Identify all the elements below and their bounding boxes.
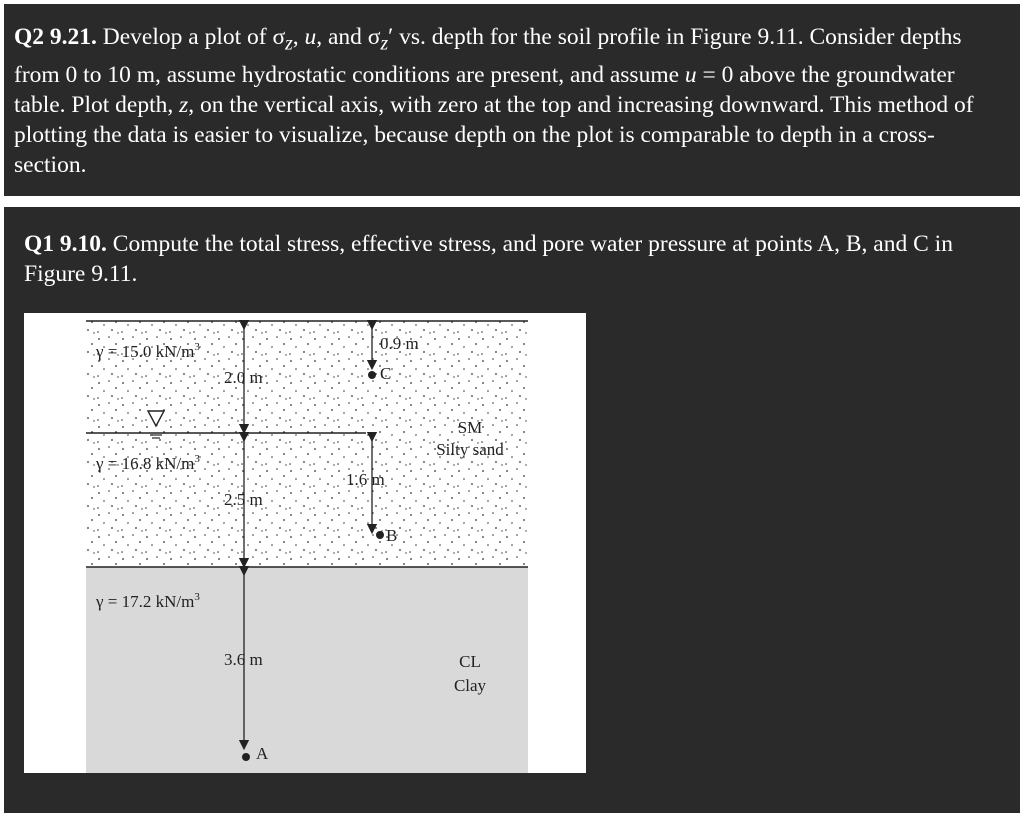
question-1-panel bbox=[4, 207, 1020, 813]
point-B-marker bbox=[376, 531, 384, 539]
clay-code-label: CL bbox=[459, 652, 481, 671]
dim-label-layer2: 2.5 m bbox=[224, 490, 263, 509]
question-2-text bbox=[14, 22, 999, 180]
q2-prime: ′ bbox=[388, 24, 394, 50]
point-C-label: C bbox=[380, 364, 392, 383]
question-1-text bbox=[24, 229, 999, 289]
q2-sub: z bbox=[285, 33, 293, 55]
dim-label-B: 1.6 m bbox=[346, 470, 385, 489]
question-2-number: Q2 9.21. bbox=[14, 24, 97, 50]
q2-text-part: , and σ bbox=[316, 24, 381, 50]
q2-text-part: Develop a plot of σ bbox=[102, 24, 286, 50]
layer3-unit-weight: γ = 17.2 $kN/m^3$ bbox=[96, 591, 200, 611]
q1-text: Compute the total stress, effective stress, and pore water pressure at points A, B, and C in Figure 9.11. bbox=[24, 231, 953, 287]
sand-name-label: Silty sand bbox=[436, 440, 504, 459]
dim-label-C: 0.9 m bbox=[380, 334, 419, 353]
point-C-marker bbox=[368, 371, 376, 379]
question-2-panel bbox=[4, 4, 1020, 196]
q2-symbol-u: u bbox=[304, 24, 317, 50]
clay-name-label: Clay bbox=[453, 676, 487, 695]
q2-symbol-z: z bbox=[179, 91, 189, 118]
point-A-marker bbox=[242, 753, 250, 761]
point-A-label: A bbox=[256, 744, 269, 763]
dim-label-layer1: 2.0 m bbox=[224, 368, 263, 387]
dim-label-layer3: 3.6 m bbox=[224, 650, 263, 669]
layer1-unit-weight: γ = 15.0 $kN/m^3$ bbox=[96, 341, 200, 361]
q2-sub: z bbox=[380, 33, 389, 55]
q2-text-part: , bbox=[292, 24, 305, 50]
layer2-unit-weight: γ = 16.8 $kN/m^3$ bbox=[96, 453, 200, 473]
q2-text-part: , on the vertical axis, with zero at the top and increasing downward. This method of plotting the data is easier to visualize, because depth on the plot is comparable to depth in a cross-section. bbox=[14, 91, 974, 178]
soil-profile-figure bbox=[24, 313, 586, 773]
q2-symbol-u: u bbox=[684, 61, 697, 88]
q2-text-part: = 0 above the groundwater table. Plot depth, bbox=[14, 61, 955, 118]
point-B-label: B bbox=[386, 526, 398, 545]
q2-text-part: vs. depth for the soil profile in Figure 9.11. Consider depths from 0 to 10 m, assume hydrostatic conditions are present, and assume bbox=[14, 24, 962, 88]
sand-code-label: SM bbox=[457, 418, 483, 437]
question-1-number: Q1 9.10. bbox=[24, 231, 107, 257]
